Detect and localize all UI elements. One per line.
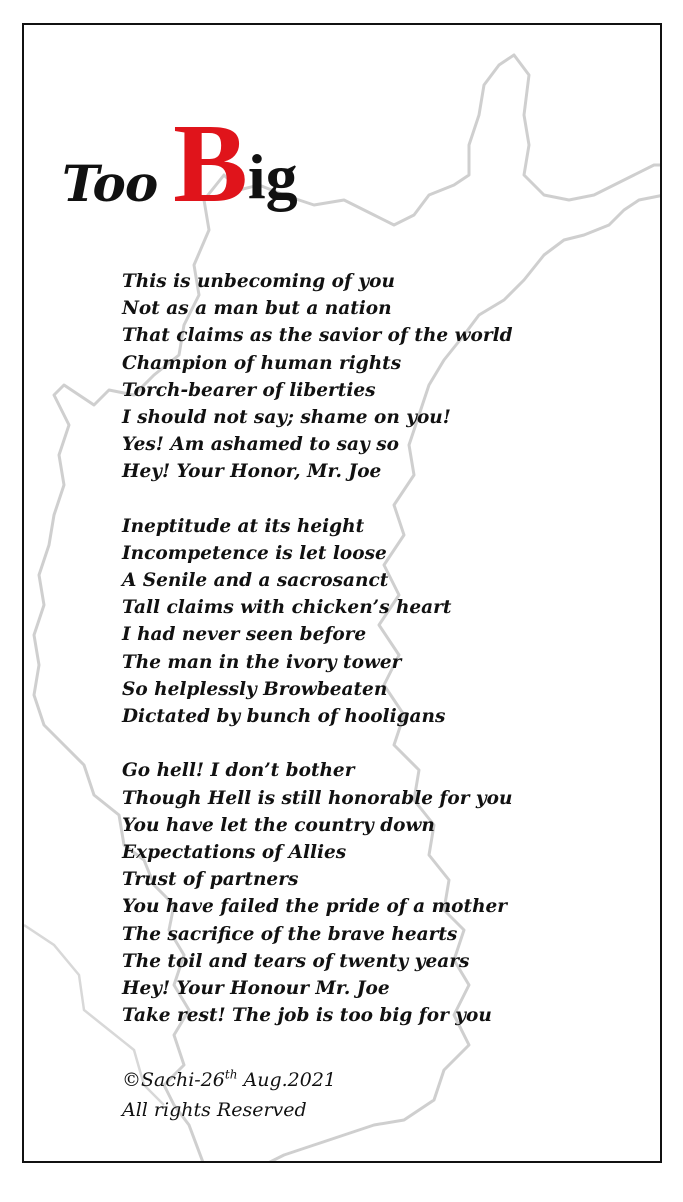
title-prefix: Too: [62, 154, 158, 213]
poem-line: Hey! Your Honour Mr. Joe: [122, 977, 390, 999]
title-initial: B: [173, 102, 248, 227]
poem-body: [122, 268, 642, 1056]
rights-line: All rights Reserved: [122, 1099, 307, 1121]
poem-line: Yes! Am ashamed to say so: [122, 434, 399, 456]
author-name: ©Sachi-26: [122, 1069, 225, 1091]
poem-line: The man in the ivory tower: [122, 651, 402, 673]
poem-line: Take rest! The job is too big for you: [122, 1005, 492, 1027]
poem-line: Torch-bearer of liberties: [122, 379, 376, 401]
poem-line: The sacrifice of the brave hearts: [122, 923, 458, 945]
poem-line: A Senile and a sacrosanct: [122, 570, 389, 592]
poem-line: Tall claims with chicken’s heart: [122, 597, 452, 619]
stanza-3: [122, 757, 642, 1029]
poem-line: The toil and tears of twenty years: [122, 950, 470, 972]
poem-line: This is unbecoming of you: [122, 271, 395, 292]
poem-line: That claims as the savior of the world: [122, 325, 513, 347]
poem-frame: [22, 23, 662, 1163]
poem-line: Not as a man but a nation: [122, 298, 392, 320]
poem-line: Trust of partners: [122, 869, 299, 891]
poem-line: You have failed the pride of a mother: [122, 896, 508, 918]
poem-line: Ineptitude at its height: [122, 515, 365, 537]
poem-line: Go hell! I don’t bother: [122, 760, 355, 782]
poem-line: Champion of human rights: [122, 352, 402, 374]
stanza-1: [122, 268, 642, 486]
poem-line: You have let the country down: [122, 814, 435, 836]
day-suffix: th: [224, 1067, 238, 1082]
poem-line: Though Hell is still honorable for you: [122, 787, 513, 809]
poem-line: Incompetence is let loose: [122, 542, 387, 564]
copyright-block: [122, 1065, 522, 1125]
poem-line: Hey! Your Honor, Mr. Joe: [122, 461, 382, 483]
poem-title: [62, 95, 298, 227]
title-rest: ig: [247, 141, 298, 212]
copyright-line: [122, 1065, 522, 1095]
poem-line: I should not say; shame on you!: [122, 406, 451, 428]
poem-line: Expectations of Allies: [122, 841, 347, 863]
poem-line: Dictated by bunch of hooligans: [122, 706, 446, 727]
poem-line: I had never seen before: [122, 624, 367, 646]
date-text: Aug.2021: [237, 1069, 337, 1091]
poem-line: So helplessly Browbeaten: [122, 678, 388, 700]
stanza-2: [122, 513, 642, 731]
